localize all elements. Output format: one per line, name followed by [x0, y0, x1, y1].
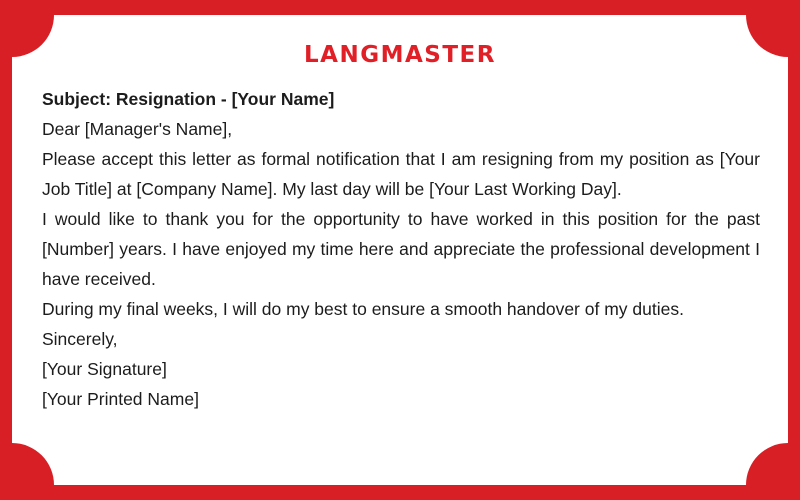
- corner-decoration-bottom-right: [746, 443, 788, 485]
- letter-paragraph-2: I would like to thank you for the opportunity to have worked in this position for the past [Number] years. I have enjoyed my time here and appreciate the professional development I have received.: [42, 209, 760, 289]
- letter-subject: Subject: Resignation - [Your Name]: [42, 89, 335, 109]
- letter-closing: Sincerely,: [42, 329, 118, 349]
- letter-signature: [Your Signature]: [42, 359, 167, 379]
- letter-paragraph-1: Please accept this letter as formal notification that I am resigning from my position as [Your Job Title] at [Company Name]. My last day will be [Your Last Working Day].: [42, 149, 760, 199]
- corner-decoration-bottom-left: [12, 443, 54, 485]
- letter-card: [12, 15, 788, 485]
- letter-body: [42, 84, 760, 414]
- letter-salutation: Dear [Manager's Name],: [42, 119, 233, 139]
- brand-logo: LANGMASTER: [304, 42, 496, 68]
- letter-printed-name: [Your Printed Name]: [42, 389, 199, 409]
- letter-paragraph-3: During my final weeks, I will do my best to ensure a smooth handover of my duties.: [42, 299, 684, 319]
